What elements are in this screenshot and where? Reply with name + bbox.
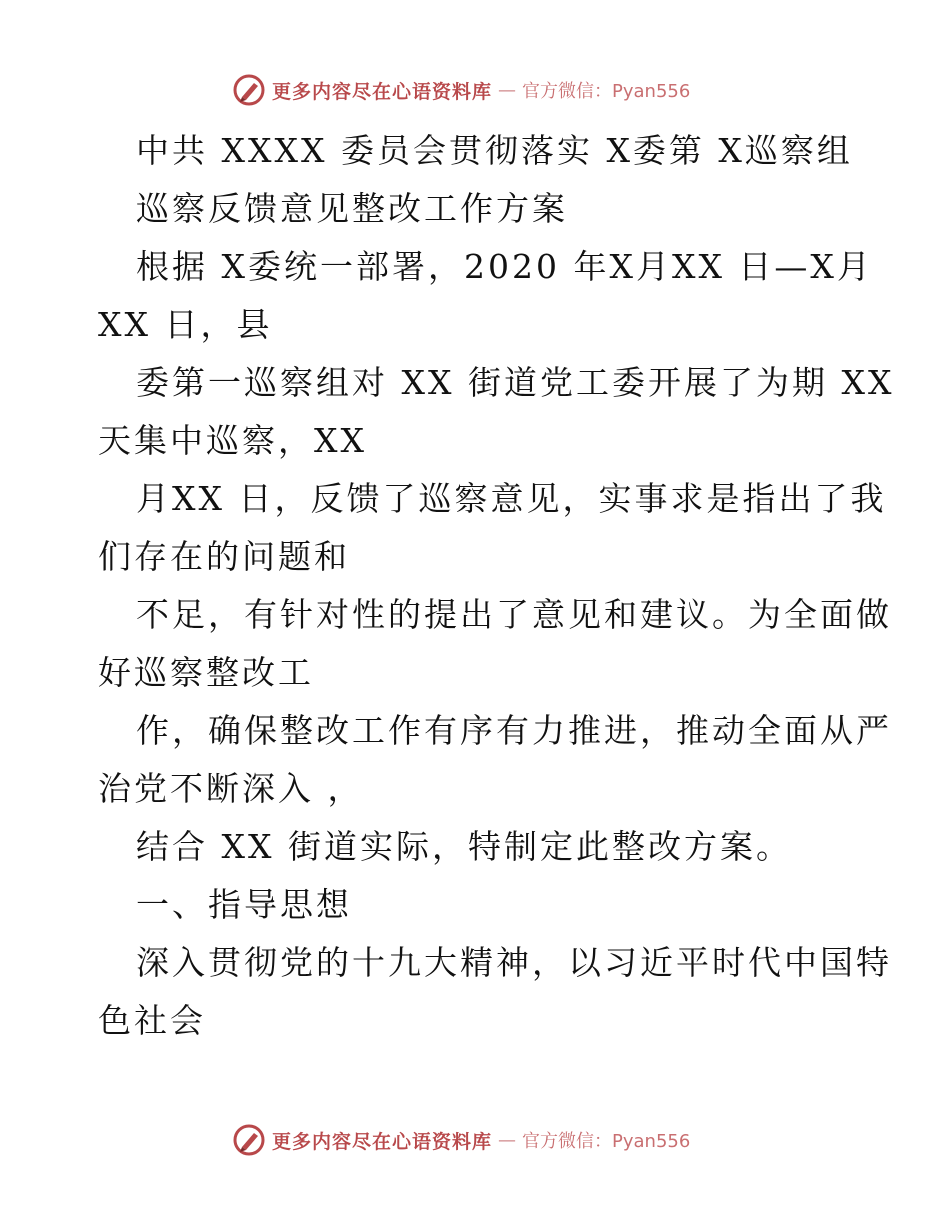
watermark-separator: — [498,79,517,101]
pen-logo-icon [232,1123,266,1157]
paragraph-line: 深入贯彻党的十九大精神，以习近平时代中国特 [136,943,892,982]
paragraph-line: 色社会 [98,1001,206,1040]
paragraph-line: 结合 XX 街道实际，特制定此整改方案。 [136,827,792,866]
paragraph-line: 委第一巡察组对 XX 街道党工委开展了为期 XX [136,363,895,402]
watermark-wechat: 官方微信：Pyan556 [522,81,691,102]
paragraph-line: 作，确保整改工作有序有力推进，推动全面从严 [136,711,892,750]
watermark-brand: 更多内容尽在心语资料库 [272,1130,493,1153]
document-body [98,122,895,1050]
pen-logo-icon [232,73,266,107]
paragraph-line: 好巡察整改工 [98,653,314,692]
title-line-2: 巡察反馈意见整改工作方案 [136,189,568,228]
paragraph-line: 治党不断深入 ， [98,769,364,808]
watermark-separator: — [498,1129,517,1151]
paragraph-line: 根据 X委统一部署，2020 年X月XX 日—X月 [136,247,873,286]
paragraph-line: 不足，有针对性的提出了意见和建议。为全面做 [136,595,892,634]
watermark-wechat: 官方微信：Pyan556 [522,1131,691,1152]
paragraph-line: 天集中巡察，XX [98,421,367,460]
paragraph-line: XX 日，县 [98,305,273,344]
paragraph-line: 们存在的问题和 [98,537,350,576]
watermark-brand: 更多内容尽在心语资料库 [272,80,493,103]
title-line-1: 中共 XXXX 委员会贯彻落实 X委第 X巡察组 [136,131,853,170]
footer-watermark [232,1122,690,1158]
section-heading: 一、指导思想 [136,885,352,924]
paragraph-line: 月XX 日，反馈了巡察意见，实事求是指出了我 [136,479,887,518]
header-watermark [232,72,690,108]
